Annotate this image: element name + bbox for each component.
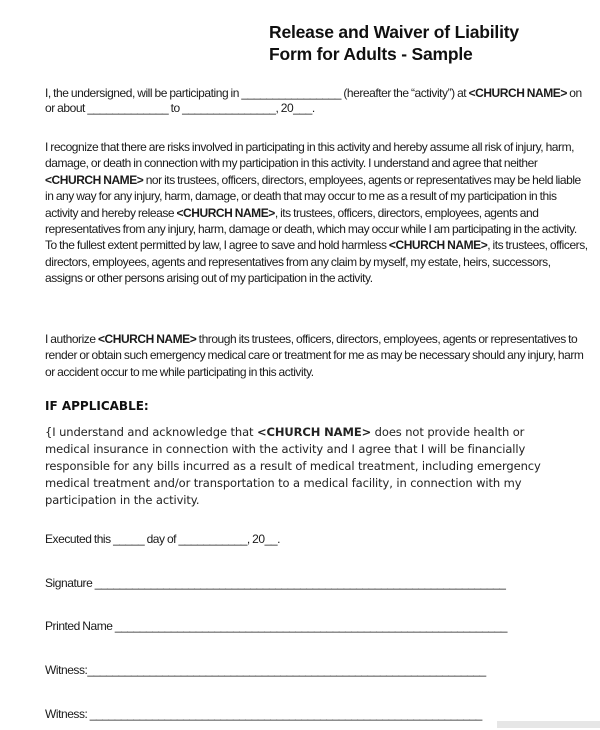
witness-line-2 xyxy=(45,706,482,722)
church-name-placeholder: <CHURCH NAME> xyxy=(257,425,372,439)
risk-release-paragraph xyxy=(45,139,590,287)
signature-label: Signature xyxy=(45,576,95,590)
printed-name-blank: _______________________________________________________________ xyxy=(114,619,507,633)
printed-name-line xyxy=(45,618,507,634)
church-name-placeholder: <CHURCH NAME> xyxy=(388,238,488,253)
authorize-text: through its trustees, officers, directors, employees, agents or representatives to render or obtain such emergency medical care or treatment for me as may be necessary should any injury, harm or accident occur to me while participating in this activity. xyxy=(45,332,584,379)
signature-blank: __________________________________________________________________ xyxy=(94,576,506,590)
intro-text: on or about _____________ to _______________, 20___. xyxy=(45,86,582,115)
risk-text: nor its trustees, officers, directors, employees, agents or representatives may be held liable in any way for any injury, harm, damage, or death that may occur to me as a result of my participation in this activity and hereby release xyxy=(45,172,581,220)
document-title xyxy=(269,22,569,65)
executed-date-text: Executed this _____ day of ___________, 20__. xyxy=(45,532,280,546)
intro-text: I, the undersigned, will be participating in ________________ (hereafter the “activity”) at xyxy=(45,86,469,100)
witness-blank: _______________________________________________________________ xyxy=(89,707,482,721)
witness-blank: ________________________________________________________________ xyxy=(87,663,486,677)
if-applicable-heading: IF APPLICABLE: xyxy=(45,399,149,413)
medical-authorization-paragraph xyxy=(45,331,593,380)
scan-edge-shadow xyxy=(497,721,600,728)
church-name-placeholder: <CHURCH NAME> xyxy=(45,172,144,187)
risk-text: , its trustees, officers, directors, employees, agents and representatives from any injury, harm, damage or death, which may occur while I am participating in the activity. To the fullest extent permitted by law, I agree to save and hold harmless xyxy=(45,205,577,253)
intro-paragraph xyxy=(45,86,585,116)
church-name-placeholder: <CHURCH NAME> xyxy=(176,205,275,220)
church-name-placeholder: <CHURCH NAME> xyxy=(97,332,197,346)
risk-text: I recognize that there are risks involved in participating in this activity and hereby assume all risk of injury, harm, damage, or death in connection with my participation in this activity. I understand and agree that neither xyxy=(45,140,574,171)
signature-line xyxy=(45,575,506,591)
witness-line-1 xyxy=(45,662,486,678)
risk-text: , its trustees, officers, directors, employees, agents and representatives from any claim by myself, my estate, heirs, successors, assigns or other persons arising out of my participation in the activity. xyxy=(45,238,588,286)
disclaimer-text: does not provide health or medical insurance in connection with the activity and I agree that I will be financially responsible for any bills incurred as a result of medical treatment, including emergency medical treatment and/or transportation to a medical facility, in connection with my participation in the activity. xyxy=(45,425,541,507)
printed-name-label: Printed Name xyxy=(45,619,115,633)
executed-date-line xyxy=(45,531,280,547)
title-line-2: Form for Adults - Sample xyxy=(269,43,473,64)
witness-label: Witness: xyxy=(45,707,90,721)
title-line-1: Release and Waiver of Liability xyxy=(269,22,519,42)
church-name-placeholder: <CHURCH NAME> xyxy=(468,86,567,100)
authorize-text: I authorize xyxy=(45,332,98,346)
disclaimer-text: {I understand and acknowledge that xyxy=(45,425,257,439)
witness-label: Witness: xyxy=(45,663,88,677)
insurance-disclaimer-paragraph xyxy=(45,424,567,509)
